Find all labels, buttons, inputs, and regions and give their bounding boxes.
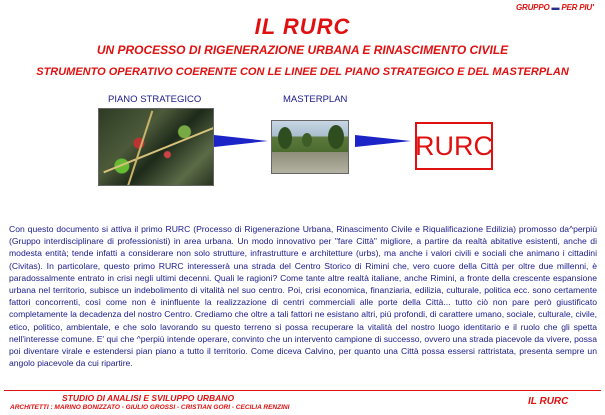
page-title: IL RURC [254,14,351,39]
rurc-result-label: RURC [415,130,493,161]
brand-part-1: GRUPPO [516,3,550,12]
footer-divider [4,390,601,391]
footer-title: IL RURC [528,396,569,407]
page-subtitle-2: STRUMENTO OPERATIVO COERENTE CON LE LINEE DEL PIANO STRATEGICO E DEL MASTERPLAN [36,66,569,78]
brand-part-3: PIU' [579,3,594,12]
brand-part-2: PER [561,3,578,12]
page-subtitle: UN PROCESSO DI RIGENERAZIONE URBANA E RINASCIMENTO CIVILE [96,43,509,57]
label-masterplan: MASTERPLAN [283,94,348,105]
masterplan-render-image [271,120,349,174]
footer-architects: ARCHITETTI : MARINO BONIZZATO - GIULIO GROSSI - CRISTIAN GORI - CECILIA RENZINI [10,404,290,411]
label-piano-strategico: PIANO STRATEGICO [108,94,202,105]
body-paragraph: Con questo documento si attiva il primo RURC (Processo di Rigenerazione Urbana, Rinascimento Civile e Riqualificazione Edilizia) promosso da^perpiù (Gruppo interdisciplinare di professionisti) in area urbana. Un modo innovativo per "fare Città" migliore, a partire da realtà abitative esistenti, anche di modesta entità; tende infatti a considerare non solo strutture, infrastrutture e architetture (urbs), ma anche i valori civili e sociali che animano i cittadini (Civitas). In particolare, questo primo RURC interesserà una strada del Centro Storico di Rimini che, vero cuore della Città per oltre due millenni, è paradossalmente entrato in crisi negli ultimi decenni. Quali le ragioni? Come tante altre realtà italiane, anche Rimini, a fronte della crescente espansione urbana nel territorio, subisce un indebolimento di vitalità nel suo centro. Poi, crisi economica, finanziaria, edilizia, culturale, politica ecc. sono certamente fattori concorrenti, così come non è ininfluente la realizzazione di centri commerciali alle porte della Città... tutto ciò non pare però giustificato completamente la decadenza del nostro Centro. Crediamo che oltre a tali fattori ne esistano altri, più profondi, di carattere umano, sociale, culturale, civile, etico, politico, ambientale, e che solo lavorando su questo terreno si possa recuperare la vitalità del nostro luogo identitario e il ruolo che gli spetta nell'interesse comune. E' qui che ^perpiù intende operare, convinto che un intervento campione di successo, ovvero una strada piacevole da vivere, possa poi diventare virale e estendersi pian piano a tutto il territorio. Come diceva Calvino, per quanto una Città possa essersi rattristata, presenta sempre un angolo piacevole da cui ripartire. [9,224,597,369]
brand-logo: GRUPPO ▬ PER PIU' [516,3,594,12]
arrow-right-icon [355,130,411,152]
arrow-right-icon [214,130,268,152]
rurc-result-box [415,122,493,170]
footer-studio: STUDIO DI ANALISI E SVILUPPO URBANO [62,393,235,403]
strategic-plan-map-image [98,108,214,186]
